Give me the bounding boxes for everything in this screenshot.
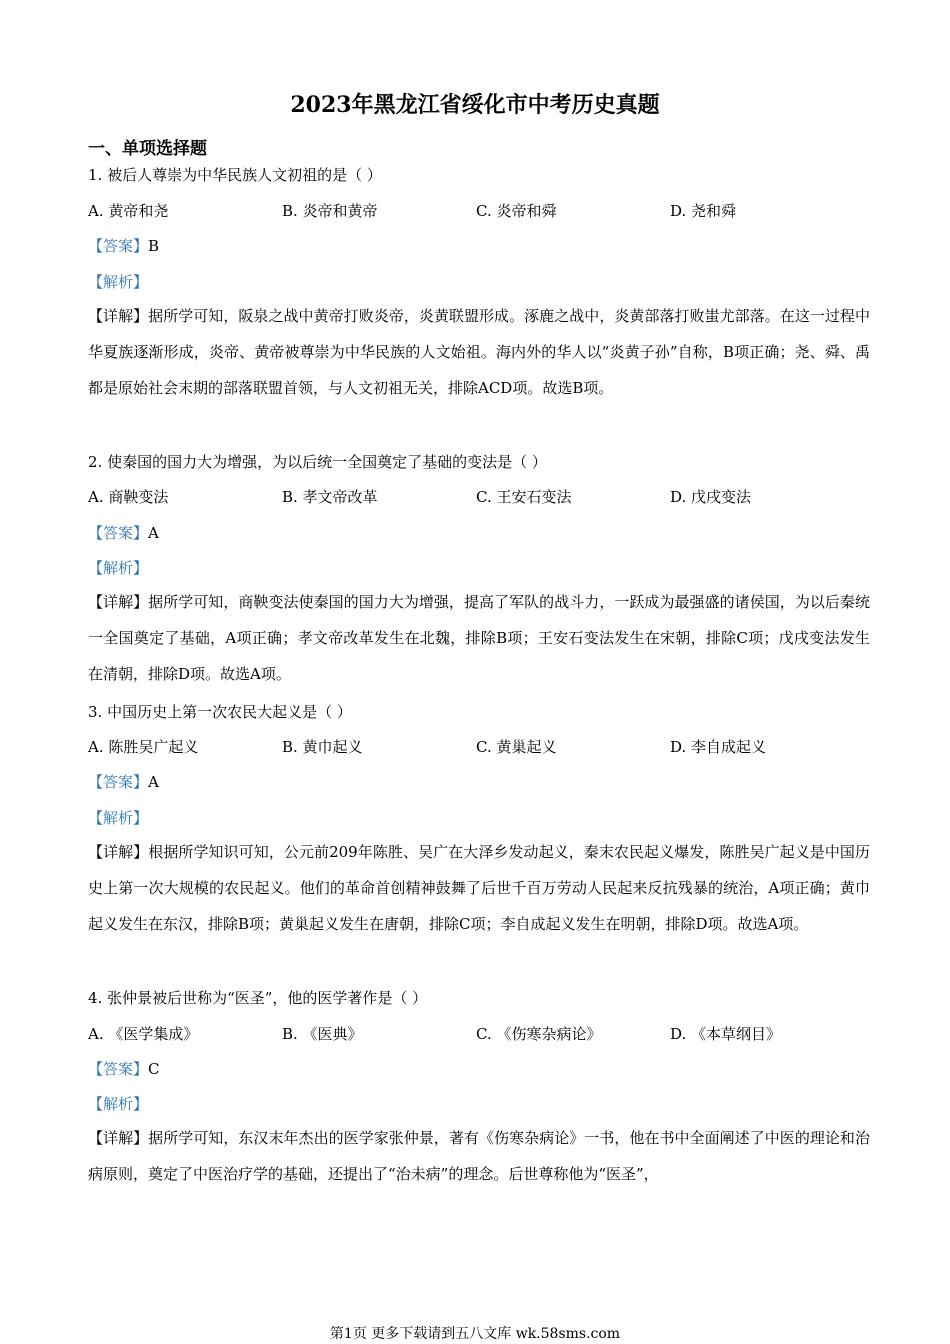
answer-tag: 【答案】 xyxy=(88,1060,149,1078)
option-c: C. 王安石变法 xyxy=(476,488,572,506)
analysis-tag: 【解析】 xyxy=(88,1095,149,1113)
options-row xyxy=(88,485,868,509)
option-d: D. 尧和舜 xyxy=(670,202,737,220)
option-c: C. 黄巢起义 xyxy=(476,738,557,756)
detail-tag: 【详解】 xyxy=(88,843,149,861)
section-heading: 一、单项选择题 xyxy=(88,139,207,159)
answer-line xyxy=(88,234,868,258)
option-d: D. 《本草纲目》 xyxy=(670,1025,782,1043)
detail-text: 根据所学知识可知，公元前209年陈胜、吴广在大泽乡发动起义，秦末农民起义爆发，陈胜吴广起义是中国历史上第一次大规模的农民起义。他们的革命首创精神鼓舞了后世千百万劳动人民起来反抗残暴的统治，A项正确；黄巾起义发生在东汉，排除B项；黄巢起义发生在唐朝，排除C项；李自成起义发生在明朝，排除D项。故选A项。 xyxy=(88,843,870,933)
option-b: B. 孝文帝改革 xyxy=(282,488,378,506)
answer-value: B xyxy=(148,237,160,255)
analysis-tag: 【解析】 xyxy=(88,273,149,291)
detail-tag: 【详解】 xyxy=(88,593,149,611)
page-title: 2023年黑龙江省绥化市中考历史真题 xyxy=(290,92,660,118)
answer-line xyxy=(88,770,868,794)
answer-value: C xyxy=(148,1060,160,1078)
detail-text: 据所学可知，东汉末年杰出的医学家张仲景，著有《伤寒杂病论》一书，他在书中全面阐述了中医的理论和治病原则，奠定了中医治疗学的基础，还提出了“治未病”的理念。后世尊称他为“医圣”， xyxy=(88,1129,870,1183)
option-b: B. 《医典》 xyxy=(282,1025,363,1043)
option-c: C. 《伤寒杂病论》 xyxy=(476,1025,602,1043)
option-a: A. 陈胜吴广起义 xyxy=(88,738,199,756)
question-stem: 4. 张仲景被后世称为“医圣”，他的医学著作是（ ） xyxy=(88,989,428,1007)
answer-tag: 【答案】 xyxy=(88,237,149,255)
option-d: D. 李自成起义 xyxy=(670,738,767,756)
detail-text: 据所学可知，商鞅变法使秦国的国力大为增强，提高了军队的战斗力，一跃成为最强盛的诸侯国，为以后秦统一全国奠定了基础，A项正确；孝文帝改革发生在北魏，排除B项；王安石变法发生在宋朝，排除C项；戊戌变法发生在清朝，排除D项。故选A项。 xyxy=(88,593,870,683)
options-row xyxy=(88,1022,868,1046)
option-b: B. 黄巾起义 xyxy=(282,738,363,756)
detail-paragraph xyxy=(88,1120,870,1192)
question-stem: 3. 中国历史上第一次农民大起义是（ ） xyxy=(88,703,352,721)
detail-text: 据所学可知，阪泉之战中黄帝打败炎帝，炎黄联盟形成。涿鹿之战中，炎黄部落打败蚩尤部落。在这一过程中华夏族逐渐形成，炎帝、黄帝被尊崇为中华民族的人文始祖。海内外的华人以“炎黄子孙”自称，B项正确；尧、舜、禹都是原始社会末期的部落联盟首领，与人文初祖无关，排除ACD项。故选B项。 xyxy=(88,307,870,397)
option-a: A. 黄帝和尧 xyxy=(88,202,169,220)
answer-value: A xyxy=(148,524,159,542)
option-a: A. 《医学集成》 xyxy=(88,1025,199,1043)
analysis-tag: 【解析】 xyxy=(88,809,149,827)
question-stem: 2. 使秦国的国力大为增强，为以后统一全国奠定了基础的变法是（ ） xyxy=(88,453,547,471)
question-stem: 1. 被后人尊崇为中华民族人文初祖的是（ ） xyxy=(88,166,382,184)
detail-paragraph xyxy=(88,584,870,692)
option-b: B. 炎帝和黄帝 xyxy=(282,202,378,220)
answer-line xyxy=(88,521,868,545)
answer-line xyxy=(88,1057,868,1081)
option-d: D. 戊戌变法 xyxy=(670,488,752,506)
page-footer: 第1页 更多下载请到五八文库 wk.58sms.com xyxy=(329,1326,621,1342)
detail-tag: 【详解】 xyxy=(88,307,149,325)
detail-paragraph xyxy=(88,834,870,942)
answer-value: A xyxy=(148,773,159,791)
options-row xyxy=(88,735,868,759)
analysis-tag: 【解析】 xyxy=(88,559,149,577)
answer-tag: 【答案】 xyxy=(88,524,149,542)
option-c: C. 炎帝和舜 xyxy=(476,202,557,220)
options-row xyxy=(88,199,868,223)
detail-tag: 【详解】 xyxy=(88,1129,149,1147)
detail-paragraph xyxy=(88,298,870,406)
option-a: A. 商鞅变法 xyxy=(88,488,169,506)
answer-tag: 【答案】 xyxy=(88,773,149,791)
